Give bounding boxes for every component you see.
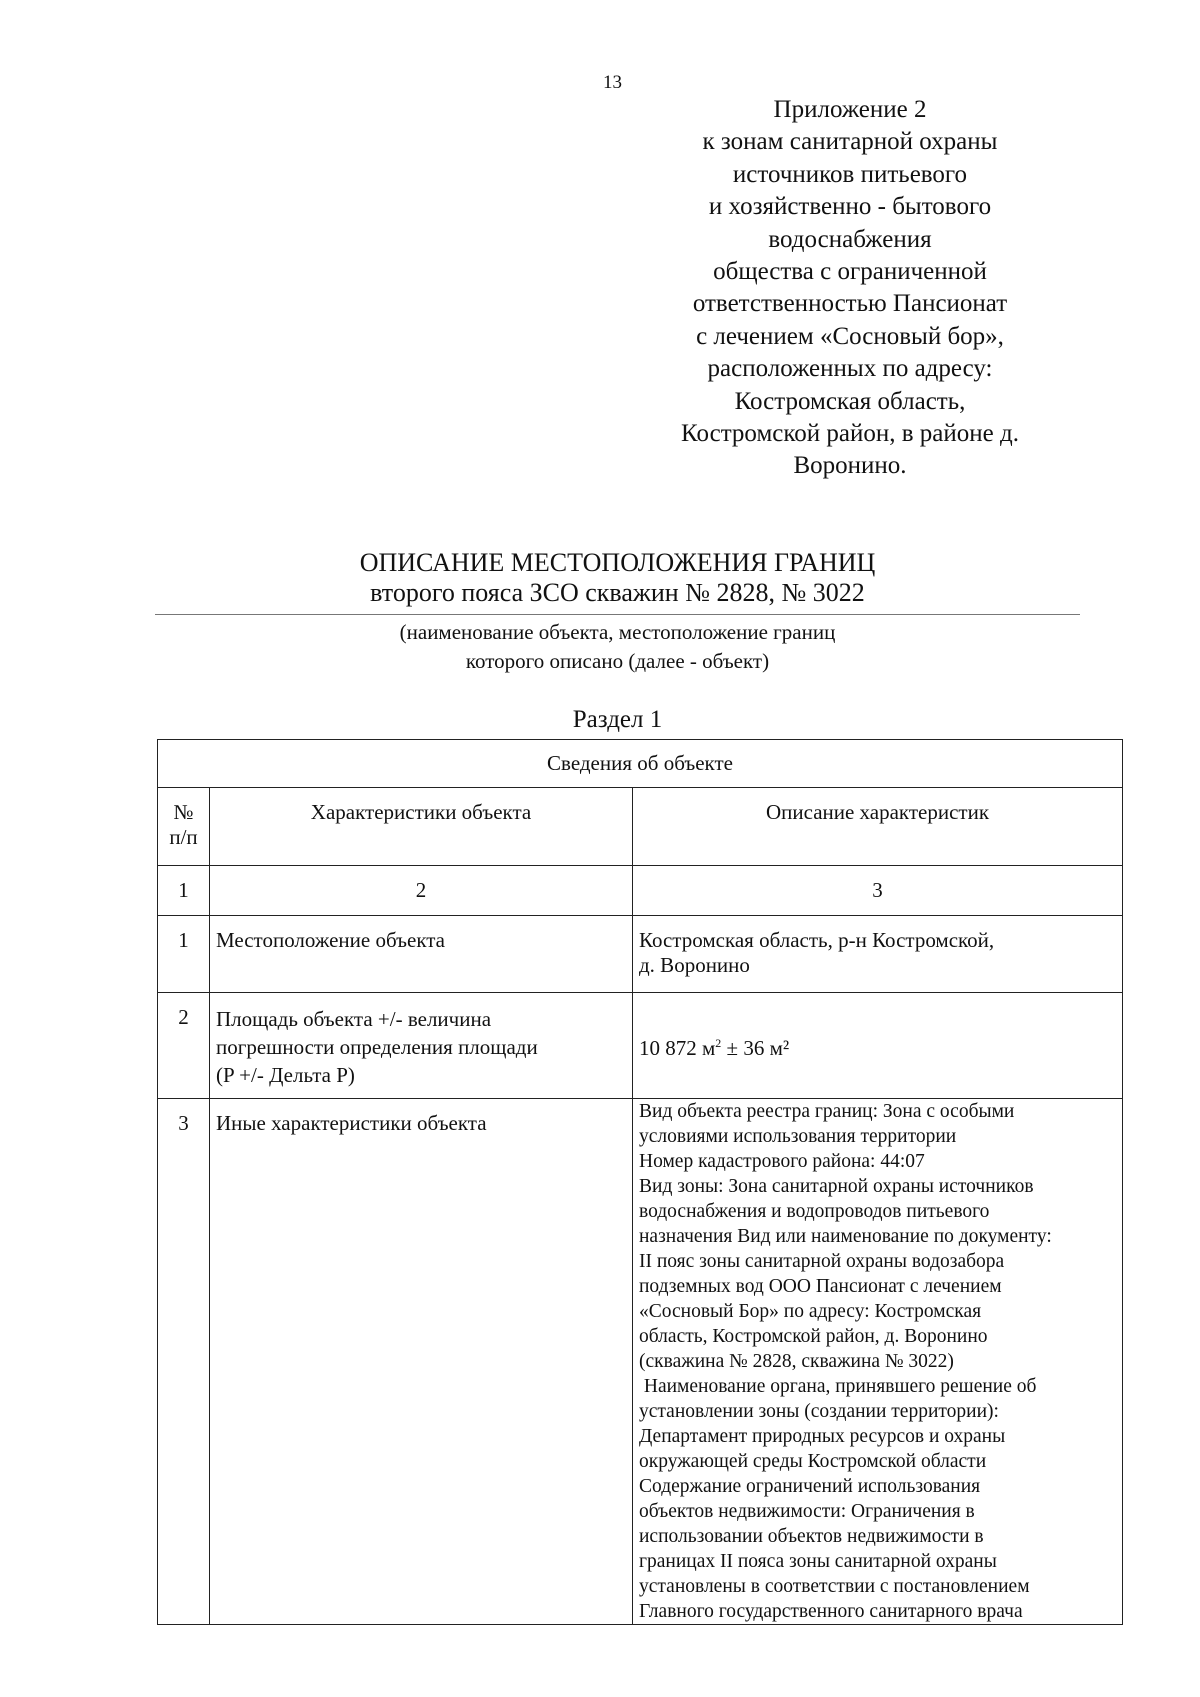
column-header-characteristic: Характеристики объекта <box>210 788 633 866</box>
area-unit-exponent: 2 <box>715 1035 722 1050</box>
page-number: 13 <box>603 72 622 93</box>
description-line: условиями использования территории <box>639 1126 957 1147</box>
area-value: 10 872 м <box>639 1035 716 1060</box>
description-line: подземных вод ООО Пансионат с лечением <box>639 1276 1002 1297</box>
row-number: 2 <box>158 993 210 1099</box>
title-line-1: ОПИСАНИЕ МЕСТОПОЛОЖЕНИЯ ГРАНИЦ <box>359 548 876 577</box>
appendix-line: ответственностью Пансионат <box>692 290 1008 318</box>
row-number: 1 <box>158 916 210 993</box>
description-line: II пояс зоны санитарной охраны водозабора <box>639 1251 1005 1272</box>
description-line: использовании объектов недвижимости в <box>639 1526 984 1547</box>
description-line: окружающей среды Костромской области <box>639 1451 987 1472</box>
title-caption <box>155 618 1080 676</box>
description-line: Наименование органа, принявшего решение об <box>639 1376 1037 1397</box>
caption-line-1: (наименование объекта, местоположение границ <box>399 620 836 644</box>
section-title: Раздел 1 <box>572 706 663 733</box>
appendix-line: Костромская область, <box>734 387 966 415</box>
appendix-line: к зонам санитарной охраны <box>702 128 998 156</box>
row-characteristic: Иные характеристики объекта <box>210 1099 633 1625</box>
appendix-block <box>620 94 1080 483</box>
column-number: 2 <box>210 866 633 916</box>
caption-line-2: которого описано (далее - объект) <box>465 649 770 673</box>
description-line: (скважина № 2828, скважина № 3022) <box>639 1351 954 1372</box>
description-line: установлении зоны (создании территории): <box>639 1401 999 1422</box>
description-line: Департамент природных ресурсов и охраны <box>639 1426 1006 1447</box>
table-header: Сведения об объекте <box>158 740 1123 788</box>
row-characteristic <box>210 993 633 1099</box>
description-line: д. Воронино <box>639 953 750 977</box>
table-column-headers <box>158 788 1123 866</box>
characteristic-line: погрешности определения площади <box>216 1035 538 1059</box>
description-line: Вид объекта реестра границ: Зона с особыми <box>639 1101 1015 1122</box>
appendix-line: источников питьевого <box>732 160 968 188</box>
description-line: водоснабжения и водопроводов питьевого <box>639 1201 990 1222</box>
table-column-number-row <box>158 866 1123 916</box>
description-line: объектов недвижимости: Ограничения в <box>639 1501 975 1522</box>
appendix-line: Воронино. <box>793 452 907 480</box>
title-underline <box>155 614 1080 615</box>
description-line: Костромская область, р-н Костромской, <box>639 928 995 952</box>
appendix-line: расположенных по адресу: <box>707 355 993 383</box>
appendix-line: водоснабжения <box>768 225 932 253</box>
description-line: область, Костромской район, д. Воронино <box>639 1326 988 1347</box>
appendix-line: Приложение 2 <box>773 96 927 123</box>
description-line: Главного государственного санитарного врача <box>639 1601 1023 1622</box>
description-line: Номер кадастрового района: 44:07 <box>639 1151 925 1172</box>
appendix-line: и хозяйственно - бытового <box>708 193 992 221</box>
appendix-line: общества с ограниченной <box>713 258 987 286</box>
document-title <box>155 548 1080 608</box>
table-row <box>158 993 1123 1099</box>
column-number: 1 <box>158 866 210 916</box>
row-description <box>633 993 1123 1099</box>
appendix-line: с лечением «Сосновый бор», <box>696 322 1004 350</box>
column-number: 3 <box>633 866 1123 916</box>
column-header-number-line: п/п <box>169 825 198 849</box>
object-info-table <box>157 739 1123 1625</box>
area-tolerance: ± 36 м² <box>721 1035 790 1060</box>
column-header-number-line: № <box>173 800 194 824</box>
table-row <box>158 916 1123 993</box>
description-line: установлены в соответствии с постановлением <box>639 1576 1030 1597</box>
row-description <box>633 1099 1123 1625</box>
table-header-row <box>158 740 1123 788</box>
table-row <box>158 1099 1123 1625</box>
characteristic-line: Площадь объекта +/- величина <box>216 1007 492 1031</box>
characteristic-line: (P +/- Дельта P) <box>216 1063 355 1087</box>
column-header-number <box>158 788 210 866</box>
description-line: границах II пояса зоны санитарной охраны <box>639 1551 997 1572</box>
description-line: назначения Вид или наименование по документу: <box>639 1226 1052 1247</box>
row-description <box>633 916 1123 993</box>
row-characteristic: Местоположение объекта <box>210 916 633 993</box>
description-line: Содержание ограничений использования <box>639 1476 981 1497</box>
column-header-description: Описание характеристик <box>633 788 1123 866</box>
description-line: Вид зоны: Зона санитарной охраны источников <box>639 1176 1034 1197</box>
description-line: «Сосновый Бор» по адресу: Костромская <box>639 1301 982 1322</box>
title-line-2: второго пояса ЗСО скважин № 2828, № 3022 <box>370 578 865 607</box>
row-number: 3 <box>158 1099 210 1625</box>
appendix-line: Костромской район, в районе д. <box>681 420 1019 448</box>
